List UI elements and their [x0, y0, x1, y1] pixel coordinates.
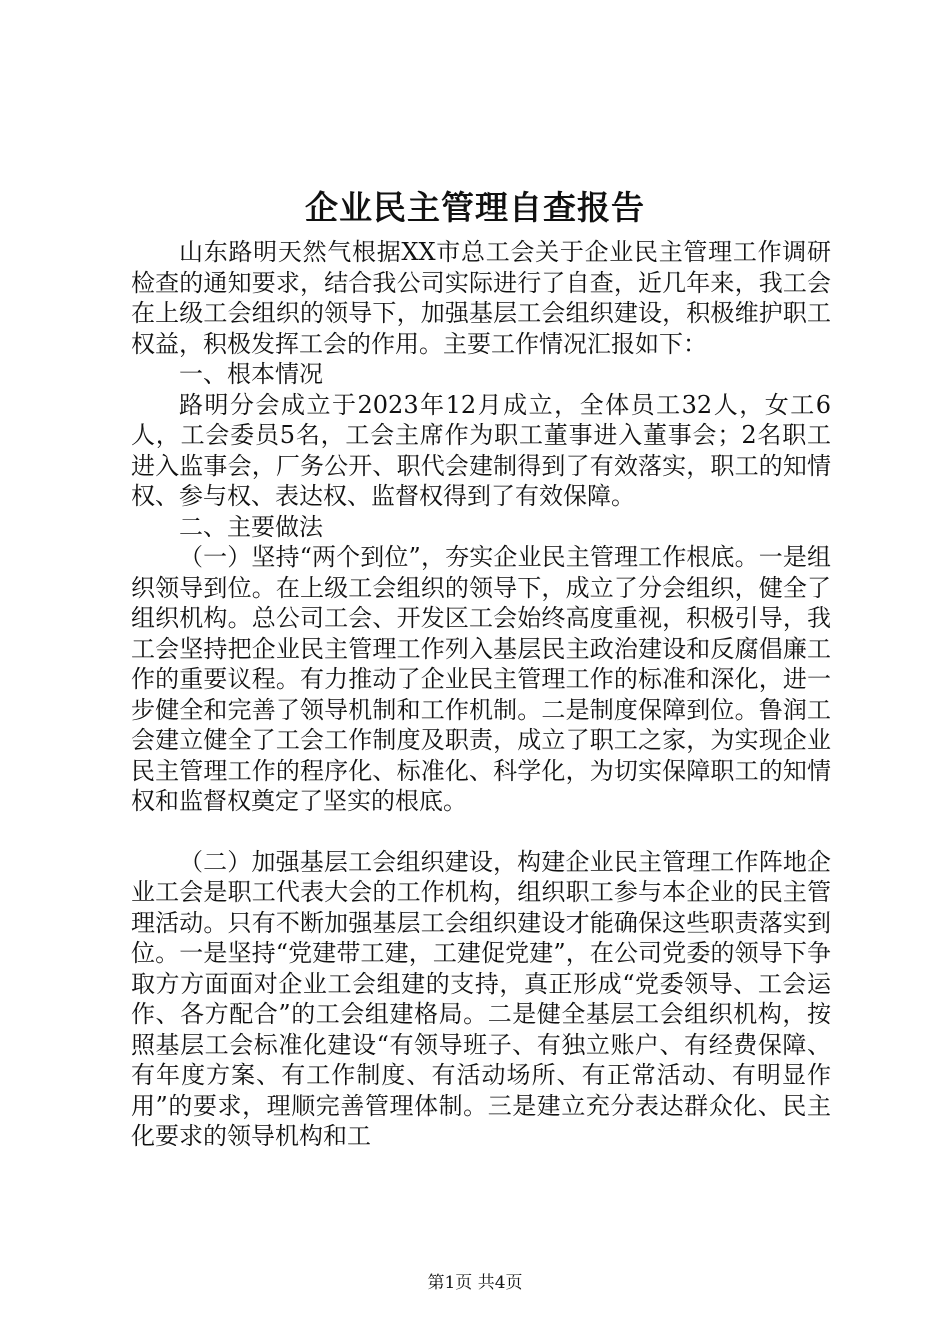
practice-two-paragraph: （二）加强基层工会组织建设，构建企业民主管理工作阵地企业工会是职工代表大会的工作机构，组织职工参与本企业的民主管理活动。只有不断加强基层工会组织建设才能确保这些职责落实到位。一是坚持“党建带工建，工建促党建”，在公司党委的领导下争取方方面面对企业工会组建的支持，真正形成“党委领导、工会运作、各方配合”的工会组建格局。二是健全基层工会组织机构，按照基层工会标准化建设“有领导班子、有独立账户、有经费保障、有年度方案、有工作制度、有活动场所、有正常活动、有明显作用”的要求，理顺完善管理体制。三是建立充分表达群众化、民主化要求的领导机构和工: [131, 847, 831, 1150]
document-body: [131, 237, 831, 1152]
intro-paragraph: 山东路明天然气根据XX市总工会关于企业民主管理工作调研检查的通知要求，结合我公司实际进行了自查，近几年来，我工会在上级工会组织的领导下，加强基层工会组织建设，积极维护职工权益，积极发挥工会的作用。主要工作情况汇报如下：: [131, 238, 831, 358]
page-number-footer: 第1页 共4页: [427, 1273, 523, 1293]
section-heading-basic: 一、根本情况: [179, 360, 323, 388]
section-heading-practices: 二、主要做法: [179, 512, 323, 541]
document-title: 企业民主管理自查报告: [305, 188, 645, 227]
practice-one-paragraph: （一）坚持“两个到位”，夯实企业民主管理工作根底。一是组织领导到位。在上级工会组织的领导下，成立了分会组织，健全了组织机构。总公司工会、开发区工会始终高度重视，积极引导，我工会坚持把企业民主管理工作列入基层民主政治建设和反腐倡廉工作的重要议程。有力推动了企业民主管理工作的标准和深化，进一步健全和完善了领导机制和工作机制。二是制度保障到位。鲁润工会建立健全了工会工作制度及职责，成立了职工之家，为实现企业民主管理工作的程序化、标准化、科学化，为切实保障职工的知情权和监督权奠定了坚实的根底。: [131, 543, 831, 815]
basic-situation-paragraph: 路明分会成立于2023年12月成立，全体员工32人，女工6人，工会委员5名，工会主席作为职工董事进入董事会；2名职工进入监事会，厂务公开、职代会建制得到了有效落实，职工的知情权、参与权、表达权、监督权得到了有效保障。: [131, 390, 831, 510]
